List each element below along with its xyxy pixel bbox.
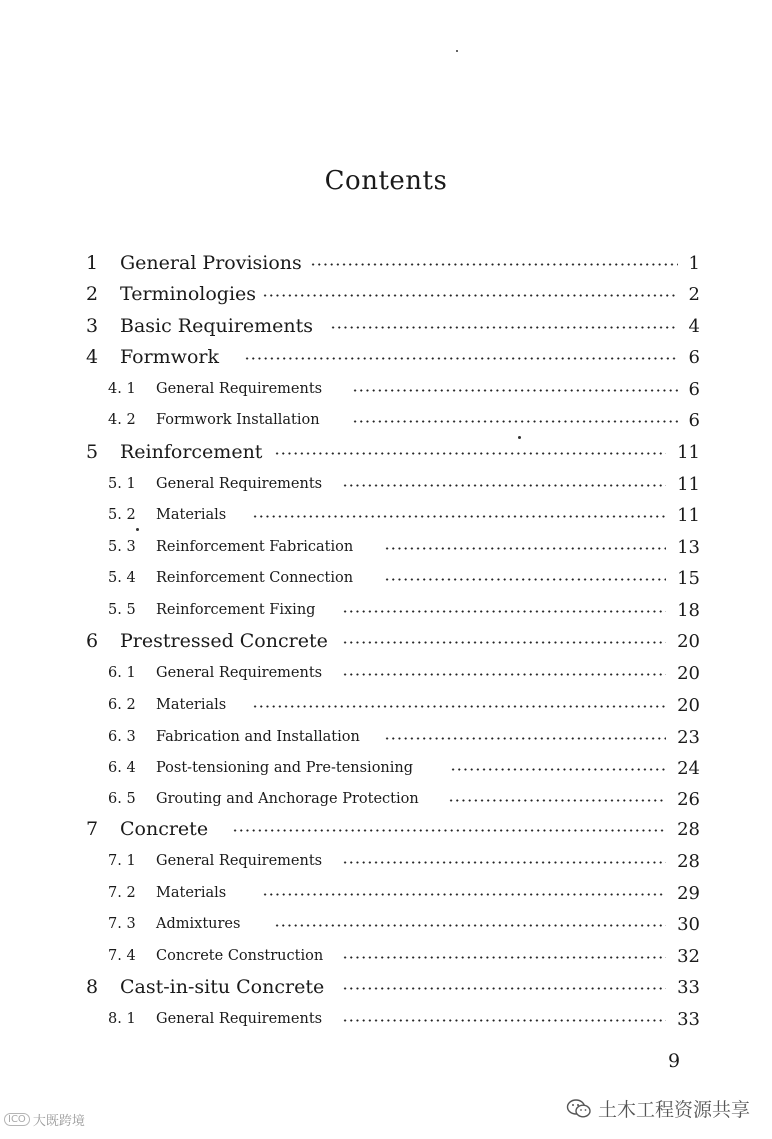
section-number: 7. 2 [108, 885, 136, 901]
dot-leader [342, 987, 666, 990]
toc-entry [0, 500, 772, 530]
chapter-title: Concrete [120, 818, 209, 840]
page-ref: 28 [677, 850, 700, 872]
section-title: General Requirements [156, 476, 323, 492]
section-title: Concrete Construction [156, 948, 324, 964]
scan-speck [456, 50, 458, 52]
dot-leader [384, 737, 666, 740]
watermark-left-text: 大既跨境 [32, 1114, 85, 1129]
section-title: Materials [156, 885, 227, 901]
section-title: General Requirements [156, 1011, 323, 1027]
watermark-right [566, 1095, 750, 1122]
scan-speck [518, 436, 521, 439]
chapter-number: 3 [86, 315, 99, 337]
page-title: Contents [324, 166, 448, 196]
section-title: General Requirements [156, 853, 323, 869]
page-ref: 24 [677, 757, 700, 779]
scan-speck [136, 528, 139, 531]
section-number: 5. 2 [108, 507, 136, 523]
chapter-number: 7 [86, 818, 99, 840]
dot-leader [274, 924, 666, 927]
section-number: 6. 5 [108, 791, 136, 807]
toc-entry [0, 1004, 772, 1034]
dot-leader [262, 294, 678, 297]
chapter-number: 6 [86, 630, 99, 652]
toc-entry [0, 437, 772, 467]
chapter-title: General Provisions [120, 252, 302, 274]
section-title: Reinforcement Connection [156, 570, 354, 586]
page-ref: 6 [688, 378, 700, 400]
toc-entry [0, 342, 772, 372]
page-ref: 11 [677, 504, 700, 526]
page-ref: 29 [677, 882, 700, 904]
toc-entry [0, 846, 772, 876]
watermark-right-text: 土木工程资源共享 [597, 1099, 750, 1121]
dot-leader [244, 357, 678, 360]
dot-leader [352, 420, 678, 423]
section-title: Formwork Installation [156, 412, 320, 428]
section-title: General Requirements [156, 381, 323, 397]
section-title: Materials [156, 697, 227, 713]
section-title: Fabrication and Installation [156, 729, 360, 745]
page-number: 9 [668, 1050, 681, 1072]
page-ref: 1 [688, 252, 700, 274]
page-ref: 11 [677, 441, 700, 463]
toc-entry [0, 753, 772, 783]
chapter-number: 2 [86, 283, 99, 305]
dot-leader [232, 829, 666, 832]
dot-leader [342, 1019, 666, 1022]
dot-leader [310, 263, 678, 266]
page-ref: 28 [677, 818, 700, 840]
toc-entry [0, 972, 772, 1002]
page-ref: 33 [677, 976, 700, 998]
toc-entry [0, 563, 772, 593]
dot-leader [342, 484, 666, 487]
page-ref: 18 [677, 599, 700, 621]
dot-leader [262, 893, 666, 896]
chapter-title: Formwork [120, 346, 219, 368]
wechat-icon [566, 1098, 592, 1120]
chapter-title: Basic Requirements [120, 315, 314, 337]
dot-leader [342, 610, 666, 613]
dot-leader [342, 861, 666, 864]
toc-entry [0, 311, 772, 341]
dot-leader [330, 326, 678, 329]
chapter-title: Reinforcement [120, 441, 263, 463]
toc-entry [0, 248, 772, 278]
section-number: 7. 3 [108, 916, 136, 932]
dot-leader [274, 452, 666, 455]
toc-entry [0, 941, 772, 971]
dot-leader [342, 641, 666, 644]
toc-entry [0, 909, 772, 939]
toc-entry [0, 722, 772, 752]
section-number: 6. 1 [108, 665, 136, 681]
page-ref: 15 [677, 567, 700, 589]
page-ref: 13 [677, 536, 700, 558]
dot-leader [384, 547, 666, 550]
dot-leader [342, 956, 666, 959]
chapter-number: 8 [86, 976, 99, 998]
chapter-number: 4 [86, 346, 99, 368]
section-title: Post-tensioning and Pre-tensioning [156, 760, 414, 776]
chapter-title: Cast-in-situ Concrete [120, 976, 325, 998]
section-number: 5. 3 [108, 539, 136, 555]
section-number: 6. 4 [108, 760, 136, 776]
dot-leader [448, 799, 666, 802]
dot-leader [252, 515, 666, 518]
page-ref: 20 [677, 694, 700, 716]
chapter-title: Prestressed Concrete [120, 630, 328, 652]
page-ref: 6 [688, 409, 700, 431]
toc-entry [0, 405, 772, 435]
section-title: General Requirements [156, 665, 323, 681]
watermark-badge: ICO [4, 1113, 30, 1126]
toc-entry [0, 279, 772, 309]
chapter-number: 5 [86, 441, 99, 463]
section-number: 7. 1 [108, 853, 136, 869]
toc-entry [0, 784, 772, 814]
section-title: Materials [156, 507, 227, 523]
toc-entry [0, 878, 772, 908]
chapter-title: Terminologies [120, 283, 257, 305]
page-ref: 6 [688, 346, 700, 368]
toc-entry [0, 814, 772, 844]
page-ref: 11 [677, 473, 700, 495]
dot-leader [252, 705, 666, 708]
page-ref: 30 [677, 913, 700, 935]
toc-entry [0, 469, 772, 499]
page-ref: 20 [677, 662, 700, 684]
section-title: Admixtures [156, 916, 241, 932]
dot-leader [384, 578, 666, 581]
section-number: 4. 2 [108, 412, 136, 428]
section-number: 8. 1 [108, 1011, 136, 1027]
page-ref: 23 [677, 726, 700, 748]
page-ref: 33 [677, 1008, 700, 1030]
toc-entry [0, 626, 772, 656]
watermark-left [4, 1110, 85, 1129]
section-number: 6. 3 [108, 729, 136, 745]
section-title: Grouting and Anchorage Protection [156, 791, 419, 807]
section-number: 7. 4 [108, 948, 136, 964]
toc-entry [0, 532, 772, 562]
dot-leader [450, 768, 666, 771]
page-ref: 26 [677, 788, 700, 810]
section-title: Reinforcement Fabrication [156, 539, 354, 555]
toc-entry [0, 690, 772, 720]
section-number: 5. 1 [108, 476, 136, 492]
dot-leader [352, 389, 678, 392]
page-ref: 4 [688, 315, 700, 337]
dot-leader [342, 673, 666, 676]
page-ref: 2 [688, 283, 700, 305]
section-number: 4. 1 [108, 381, 136, 397]
chapter-number: 1 [86, 252, 99, 274]
page-ref: 32 [677, 945, 700, 967]
toc-entry [0, 595, 772, 625]
page-ref: 20 [677, 630, 700, 652]
toc-entry [0, 374, 772, 404]
section-number: 6. 2 [108, 697, 136, 713]
section-number: 5. 5 [108, 602, 136, 618]
section-number: 5. 4 [108, 570, 136, 586]
toc-entry [0, 658, 772, 688]
section-title: Reinforcement Fixing [156, 602, 316, 618]
